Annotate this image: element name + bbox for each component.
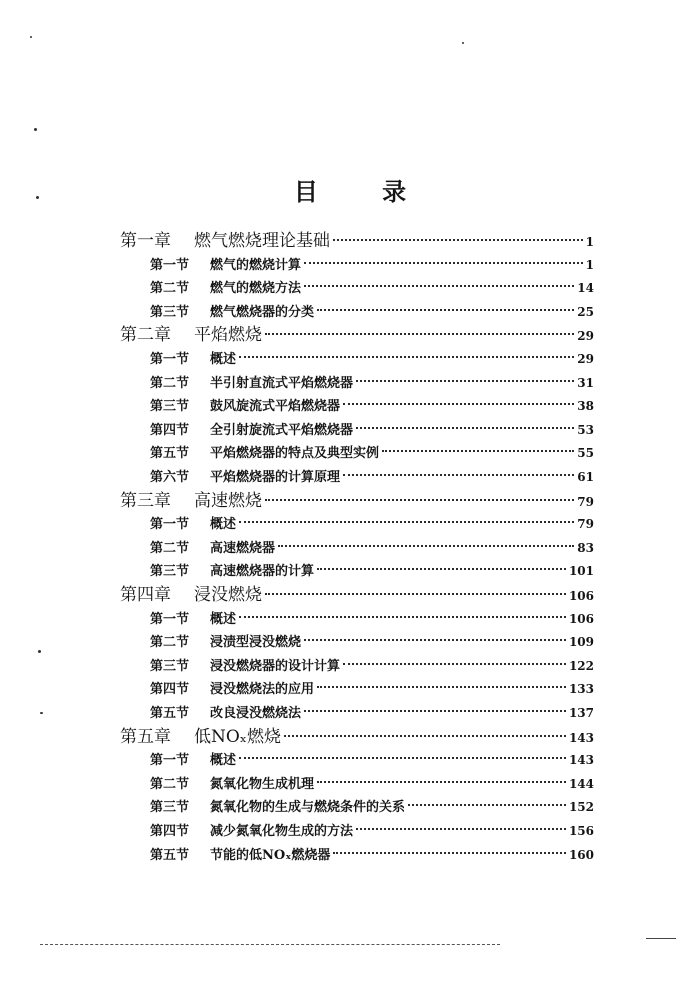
dot-leader	[304, 639, 566, 641]
dot-leader	[304, 710, 566, 712]
page-number: 152	[568, 800, 594, 815]
toc-section-entry	[150, 348, 594, 370]
dot-leader	[284, 735, 566, 737]
scan-edge-line-right	[646, 938, 676, 939]
toc-section-entry	[150, 537, 594, 559]
section-title: 概述	[210, 517, 237, 533]
page-number: 144	[568, 776, 594, 791]
toc-section-entry	[150, 796, 594, 818]
section-number: 第五节	[150, 706, 190, 721]
toc-section-entry	[150, 442, 594, 464]
toc-section-entry	[150, 277, 594, 299]
page-title: 目 录	[293, 178, 435, 206]
section-title: 高速燃烧器	[210, 540, 276, 556]
toc-chapter-entry	[120, 726, 594, 748]
toc-chapter-entry	[120, 490, 594, 512]
dot-leader	[265, 593, 566, 595]
page-number: 143	[568, 753, 594, 768]
toc-section-entry	[150, 749, 594, 771]
section-title: 鼓风旋流式平焰燃烧器	[210, 399, 341, 415]
toc-section-entry	[150, 419, 594, 441]
page-number: 1	[585, 257, 594, 272]
page-number: 83	[577, 540, 594, 555]
chapter-title: 燃气燃烧理论基础	[194, 231, 330, 251]
section-title: 氮氧化物生成机理	[210, 776, 315, 792]
page-number: 122	[568, 658, 594, 673]
section-title: 平焰燃烧器的计算原理	[210, 470, 341, 485]
section-number: 第二节	[150, 375, 190, 391]
section-title: 平焰燃烧器的特点及典型实例	[210, 446, 380, 462]
toc-section-entry	[150, 678, 594, 700]
dot-leader	[239, 521, 574, 523]
dot-leader	[265, 499, 574, 501]
section-title: 概述	[210, 611, 237, 627]
toc-chapter-entry	[120, 230, 594, 252]
toc-chapter-entry	[120, 584, 594, 606]
page-number: 137	[568, 706, 594, 720]
dot-leader	[304, 262, 583, 264]
toc-section-entry	[150, 608, 594, 630]
page-number: 29	[577, 329, 594, 344]
page-number: 106	[568, 611, 594, 626]
page-number: 25	[577, 304, 594, 319]
section-title: 燃气燃烧器的分类	[210, 304, 315, 320]
section-title: 减少氮氧化物生成的方法	[210, 824, 354, 839]
dot-leader	[304, 285, 574, 287]
page-number: 106	[568, 589, 594, 603]
dot-leader	[333, 239, 583, 241]
section-number: 第二节	[150, 635, 190, 651]
toc-section-entry	[150, 513, 594, 535]
toc-section-entry	[150, 301, 594, 323]
section-number: 第五节	[150, 446, 190, 462]
dot-leader	[343, 403, 574, 405]
page-number: 109	[568, 635, 594, 650]
section-number: 第三节	[150, 304, 190, 320]
page-number: 143	[568, 730, 594, 745]
chapter-title: 浸没燃烧	[194, 585, 262, 605]
dot-leader	[382, 450, 574, 452]
section-title: 燃气的燃烧方法	[210, 281, 302, 297]
toc-section-entry	[150, 631, 594, 653]
section-number: 第三节	[150, 800, 190, 816]
dot-leader	[408, 804, 566, 806]
section-title: 半引射直流式平焰燃烧器	[210, 375, 354, 391]
toc-section-entry	[150, 820, 594, 842]
page-number: 156	[568, 824, 594, 838]
page-number: 61	[577, 470, 594, 484]
section-title: 浸渍型浸没燃烧	[210, 635, 302, 651]
section-number: 第二节	[150, 776, 190, 792]
toc-section-entry	[150, 466, 594, 488]
chapter-title: 高速燃烧	[194, 490, 262, 511]
chapter-number: 第二章	[120, 325, 171, 346]
dot-leader	[317, 686, 566, 688]
dot-leader	[317, 309, 574, 311]
section-number: 第四节	[150, 824, 190, 839]
page-number: 31	[577, 375, 594, 390]
chapter-title: 平焰燃烧	[194, 325, 262, 346]
dot-leader	[239, 356, 574, 358]
dot-leader	[278, 545, 574, 547]
dot-leader	[265, 333, 574, 335]
toc-section-entry	[150, 702, 594, 724]
page-number: 14	[577, 281, 594, 296]
section-number: 第一节	[150, 753, 190, 769]
section-number: 第五节	[150, 847, 190, 863]
dot-leader	[356, 427, 574, 429]
dot-leader	[239, 757, 566, 759]
dot-leader	[333, 852, 566, 854]
section-title: 高速燃烧器的计算	[210, 564, 315, 580]
page-number: 38	[577, 399, 594, 414]
section-number: 第一节	[150, 611, 190, 627]
section-number: 第三节	[150, 564, 190, 580]
page-number: 53	[577, 422, 594, 437]
toc-section-entry	[150, 773, 594, 795]
section-title: 概述	[210, 753, 237, 769]
page-number: 79	[577, 494, 594, 509]
page-number: 29	[577, 352, 594, 366]
section-number: 第二节	[150, 281, 190, 297]
section-title: 全引射旋流式平焰燃烧器	[210, 422, 354, 438]
chapter-number: 第五章	[120, 726, 171, 747]
toc-section-entry	[150, 372, 594, 394]
section-number: 第二节	[150, 540, 190, 556]
chapter-number: 第三章	[120, 490, 171, 511]
section-number: 第一节	[150, 257, 190, 273]
page-number: 133	[568, 682, 594, 697]
page-number: 55	[577, 446, 594, 461]
section-title: 浸没燃烧器的设计计算	[210, 658, 341, 674]
page-number: 101	[568, 564, 594, 579]
chapter-number: 第四章	[120, 585, 171, 605]
section-number: 第六节	[150, 470, 190, 485]
page-number: 79	[577, 517, 594, 532]
dot-leader	[239, 616, 566, 618]
toc-section-entry	[150, 844, 594, 866]
toc-section-entry	[150, 560, 594, 582]
section-title: 概述	[210, 352, 237, 367]
dot-leader	[317, 568, 566, 570]
section-number: 第四节	[150, 682, 190, 698]
section-title: 节能的低NOₓ燃烧器	[210, 847, 331, 863]
section-number: 第三节	[150, 658, 190, 674]
toc-section-entry	[150, 655, 594, 677]
page-number: 160	[568, 847, 594, 862]
toc-chapter-entry	[120, 324, 594, 346]
toc-section-entry	[150, 395, 594, 417]
section-title: 浸没燃烧法的应用	[210, 682, 315, 698]
section-number: 第四节	[150, 422, 190, 438]
section-title: 燃气的燃烧计算	[210, 257, 302, 273]
dot-leader	[343, 663, 566, 665]
section-title: 改良浸没燃烧法	[210, 706, 302, 721]
dot-leader	[356, 828, 566, 830]
section-title: 氮氧化物的生成与燃烧条件的关系	[210, 800, 406, 816]
toc-section-entry	[150, 254, 594, 276]
section-number: 第一节	[150, 352, 190, 367]
dot-leader	[343, 474, 574, 476]
section-number: 第一节	[150, 517, 190, 533]
dot-leader	[356, 380, 574, 382]
chapter-title: 低NOₓ燃烧	[194, 726, 282, 747]
section-number: 第三节	[150, 399, 190, 415]
chapter-number: 第一章	[120, 231, 171, 251]
scan-edge-line	[40, 944, 500, 945]
page-number: 1	[585, 235, 594, 249]
dot-leader	[317, 781, 566, 783]
